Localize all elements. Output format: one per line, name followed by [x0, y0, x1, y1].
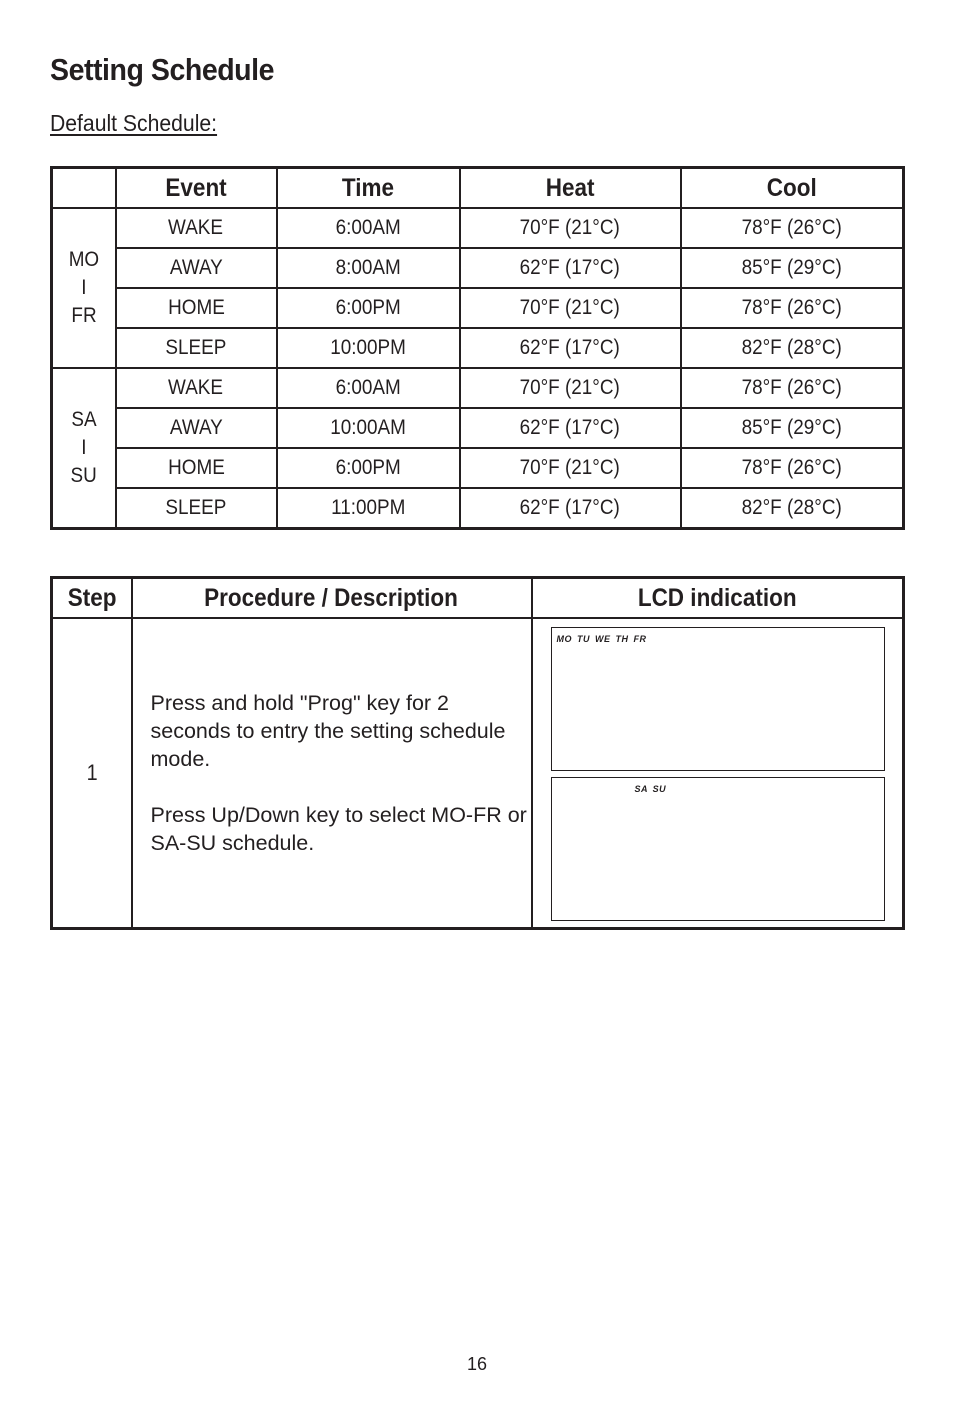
- section-subtitle: Default Schedule:: [50, 110, 218, 136]
- table-row: [52, 248, 904, 288]
- time-cell: 6:00PM: [277, 448, 460, 488]
- step-description: [132, 618, 532, 929]
- heat-cell: 62°F (17°C): [460, 488, 681, 529]
- heat-cell: 70°F (21°C): [460, 288, 681, 328]
- procedure-header-row: [52, 578, 904, 619]
- heat-cell: 62°F (17°C): [460, 328, 681, 368]
- event-cell: HOME: [116, 288, 277, 328]
- header-time: Time: [277, 168, 460, 209]
- header-heat: Heat: [460, 168, 681, 209]
- procedure-step-row: [52, 618, 904, 929]
- event-cell: SLEEP: [116, 328, 277, 368]
- cool-cell: 78°F (26°C): [681, 448, 904, 488]
- event-cell: WAKE: [116, 368, 277, 408]
- table-row: [52, 488, 904, 529]
- table-row: [52, 208, 904, 248]
- cool-cell: 78°F (26°C): [681, 368, 904, 408]
- time-cell: 6:00AM: [277, 208, 460, 248]
- day-label-bottom: FR: [71, 304, 97, 327]
- lcd-weekday-label: MO TU WE TH FR: [556, 634, 647, 644]
- day-label-separator: I: [81, 436, 87, 459]
- header-day: [52, 168, 116, 209]
- event-cell: WAKE: [116, 208, 277, 248]
- heat-cell: 62°F (17°C): [460, 408, 681, 448]
- schedule-header-row: [52, 168, 904, 209]
- event-cell: SLEEP: [116, 488, 277, 529]
- cool-cell: 78°F (26°C): [681, 288, 904, 328]
- default-schedule-table: [50, 166, 905, 530]
- page-number: 16: [466, 1354, 488, 1374]
- time-cell: 8:00AM: [277, 248, 460, 288]
- description-paragraph: Press Up/Down key to select MO-FR or SA-SU schedule.: [150, 803, 527, 855]
- lcd-weekend-label: SA SU: [634, 784, 667, 794]
- procedure-table: [50, 576, 905, 930]
- event-cell: AWAY: [116, 408, 277, 448]
- cool-cell: 82°F (28°C): [681, 328, 904, 368]
- day-label-top: MO: [68, 248, 99, 271]
- table-row: [52, 328, 904, 368]
- day-group-weekday: [52, 208, 116, 368]
- heat-cell: 70°F (21°C): [460, 368, 681, 408]
- lcd-indication-cell: [532, 618, 904, 929]
- page-title: Setting Schedule: [50, 52, 275, 87]
- cool-cell: 82°F (28°C): [681, 488, 904, 529]
- cool-cell: 85°F (29°C): [681, 248, 904, 288]
- header-cool: Cool: [681, 168, 904, 209]
- time-cell: 10:00AM: [277, 408, 460, 448]
- table-row: [52, 408, 904, 448]
- heat-cell: 70°F (21°C): [460, 208, 681, 248]
- table-row: [52, 448, 904, 488]
- lcd-display-weekend: [551, 777, 885, 921]
- heat-cell: 70°F (21°C): [460, 448, 681, 488]
- table-row: [52, 368, 904, 408]
- day-label-separator: I: [81, 276, 87, 299]
- day-group-weekend: [52, 368, 116, 529]
- time-cell: 11:00PM: [277, 488, 460, 529]
- header-procedure: Procedure / Description: [132, 578, 532, 619]
- description-paragraph: Press and hold "Prog" key for 2 seconds to entry the setting schedule mode.: [150, 691, 506, 771]
- lcd-display-weekday: [551, 627, 885, 771]
- event-cell: HOME: [116, 448, 277, 488]
- header-event: Event: [116, 168, 277, 209]
- header-lcd-indication: LCD indication: [532, 578, 904, 619]
- step-number: 1: [52, 618, 132, 929]
- time-cell: 6:00PM: [277, 288, 460, 328]
- cool-cell: 78°F (26°C): [681, 208, 904, 248]
- event-cell: AWAY: [116, 248, 277, 288]
- day-label-bottom: SU: [70, 464, 97, 487]
- cool-cell: 85°F (29°C): [681, 408, 904, 448]
- header-step: Step: [52, 578, 132, 619]
- time-cell: 6:00AM: [277, 368, 460, 408]
- heat-cell: 62°F (17°C): [460, 248, 681, 288]
- day-label-top: SA: [71, 408, 97, 431]
- table-row: [52, 288, 904, 328]
- time-cell: 10:00PM: [277, 328, 460, 368]
